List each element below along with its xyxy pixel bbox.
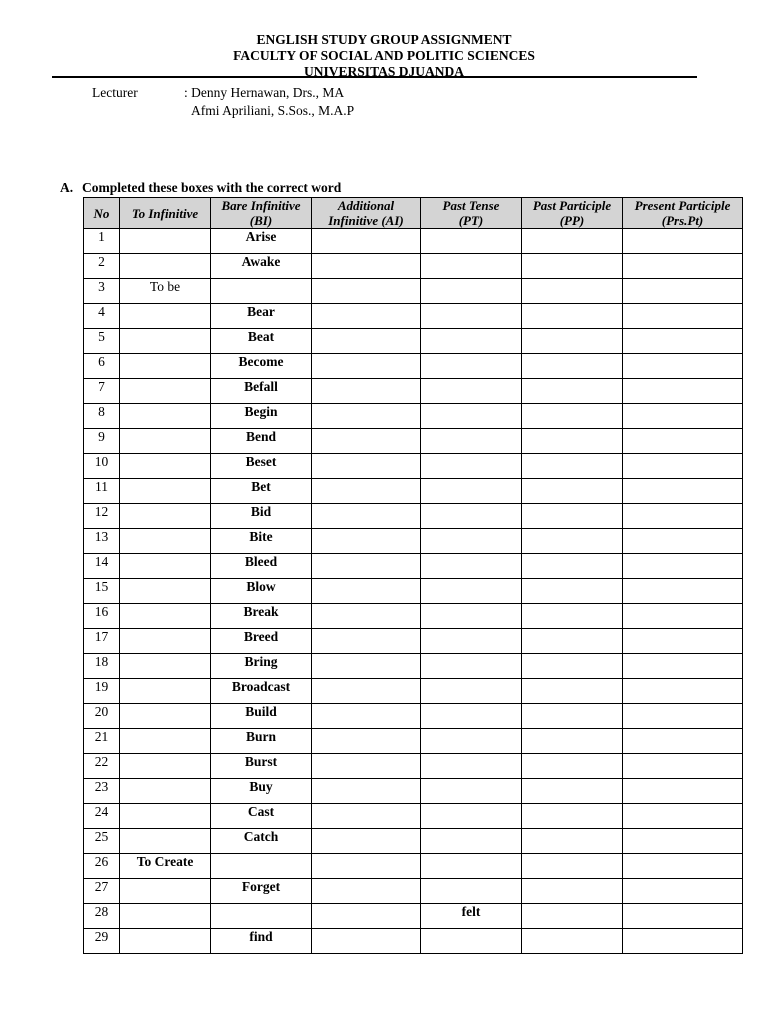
cell-past-tense[interactable] — [421, 729, 522, 754]
table-row — [84, 229, 743, 254]
cell-bare-infinitive[interactable]: Bring — [211, 654, 312, 679]
header-line-1: ENGLISH STUDY GROUP ASSIGNMENT — [256, 32, 512, 47]
cell-past-tense[interactable] — [421, 829, 522, 854]
cell-to-infinitive[interactable] — [120, 554, 211, 579]
cell-past-participle[interactable] — [522, 854, 623, 879]
cell-to-infinitive[interactable] — [120, 404, 211, 429]
row-number: 2 — [84, 254, 120, 279]
cell-additional-infinitive[interactable] — [312, 579, 421, 604]
cell-to-infinitive[interactable] — [120, 529, 211, 554]
row-number: 21 — [84, 729, 120, 754]
cell-present-participle[interactable] — [623, 679, 743, 704]
table-row — [84, 879, 743, 904]
table-row — [84, 554, 743, 579]
cell-to-infinitive[interactable] — [120, 804, 211, 829]
cell-additional-infinitive[interactable] — [312, 654, 421, 679]
cell-bare-infinitive[interactable]: Bid — [211, 504, 312, 529]
cell-additional-infinitive[interactable] — [312, 304, 421, 329]
cell-past-participle[interactable] — [522, 254, 623, 279]
cell-additional-infinitive[interactable] — [312, 854, 421, 879]
section-title: Completed these boxes with the correct word — [82, 180, 342, 195]
cell-additional-infinitive[interactable] — [312, 929, 421, 954]
cell-to-infinitive[interactable] — [120, 779, 211, 804]
col-header-additional-infinitive — [312, 198, 421, 229]
table-body — [84, 229, 743, 954]
cell-past-participle[interactable] — [522, 754, 623, 779]
table-row — [84, 704, 743, 729]
cell-additional-infinitive[interactable] — [312, 229, 421, 254]
cell-present-participle[interactable] — [623, 504, 743, 529]
col-header-abbrev: Infinitive (AI) — [328, 213, 404, 228]
cell-bare-infinitive[interactable]: Bleed — [211, 554, 312, 579]
cell-past-tense[interactable] — [421, 679, 522, 704]
cell-past-participle[interactable] — [522, 904, 623, 929]
header-line-2: FACULTY OF SOCIAL AND POLITIC SCIENCES — [233, 48, 535, 63]
row-number: 24 — [84, 804, 120, 829]
cell-past-tense[interactable] — [421, 479, 522, 504]
cell-additional-infinitive[interactable] — [312, 279, 421, 304]
cell-present-participle[interactable] — [623, 279, 743, 304]
row-number: 12 — [84, 504, 120, 529]
cell-past-tense[interactable] — [421, 304, 522, 329]
row-number: 11 — [84, 479, 120, 504]
cell-to-infinitive[interactable] — [120, 829, 211, 854]
table-row — [84, 504, 743, 529]
row-number: 4 — [84, 304, 120, 329]
table-header-row — [84, 198, 743, 229]
col-header-label: To Infinitive — [131, 205, 199, 221]
cell-past-tense[interactable] — [421, 804, 522, 829]
col-header-abbrev: (PP) — [559, 213, 585, 228]
cell-additional-infinitive[interactable] — [312, 454, 421, 479]
cell-bare-infinitive[interactable]: Befall — [211, 379, 312, 404]
cell-bare-infinitive[interactable]: Bend — [211, 429, 312, 454]
cell-present-participle[interactable] — [623, 654, 743, 679]
row-number: 26 — [84, 854, 120, 879]
cell-bare-infinitive[interactable]: Begin — [211, 404, 312, 429]
cell-past-participle[interactable] — [522, 479, 623, 504]
cell-present-participle[interactable] — [623, 404, 743, 429]
cell-additional-infinitive[interactable] — [312, 904, 421, 929]
col-header-label: Past Tense — [442, 198, 500, 213]
cell-additional-infinitive[interactable] — [312, 354, 421, 379]
row-number: 22 — [84, 754, 120, 779]
cell-bare-infinitive[interactable]: Arise — [211, 229, 312, 254]
cell-to-infinitive[interactable] — [120, 754, 211, 779]
cell-past-participle[interactable] — [522, 454, 623, 479]
lecturer-name-1: : Denny Hernawan, Drs., MA — [184, 85, 345, 100]
cell-additional-infinitive[interactable] — [312, 504, 421, 529]
cell-to-infinitive[interactable] — [120, 904, 211, 929]
cell-past-tense[interactable] — [421, 579, 522, 604]
cell-past-participle[interactable] — [522, 279, 623, 304]
section-letter: A. — [60, 180, 74, 195]
col-header-label: Additional — [337, 198, 395, 213]
table-row — [84, 804, 743, 829]
cell-past-tense[interactable] — [421, 379, 522, 404]
cell-past-tense[interactable] — [421, 529, 522, 554]
row-number: 8 — [84, 404, 120, 429]
cell-present-participle[interactable] — [623, 329, 743, 354]
cell-past-tense[interactable] — [421, 329, 522, 354]
row-number: 14 — [84, 554, 120, 579]
table-row — [84, 579, 743, 604]
cell-present-participle[interactable] — [623, 479, 743, 504]
row-number: 20 — [84, 704, 120, 729]
cell-bare-infinitive[interactable]: Break — [211, 604, 312, 629]
cell-past-participle[interactable] — [522, 304, 623, 329]
cell-to-infinitive[interactable] — [120, 579, 211, 604]
cell-present-participle[interactable] — [623, 379, 743, 404]
cell-additional-infinitive[interactable] — [312, 779, 421, 804]
cell-past-participle[interactable] — [522, 679, 623, 704]
cell-past-tense[interactable] — [421, 754, 522, 779]
cell-additional-infinitive[interactable] — [312, 254, 421, 279]
cell-past-tense[interactable] — [421, 429, 522, 454]
cell-present-participle[interactable] — [623, 729, 743, 754]
table-row — [84, 429, 743, 454]
cell-to-infinitive[interactable] — [120, 429, 211, 454]
table-row — [84, 454, 743, 479]
cell-past-tense[interactable] — [421, 404, 522, 429]
row-number: 27 — [84, 879, 120, 904]
cell-past-participle[interactable] — [522, 379, 623, 404]
row-number: 13 — [84, 529, 120, 554]
cell-past-tense[interactable] — [421, 504, 522, 529]
cell-to-infinitive[interactable] — [120, 379, 211, 404]
table-row — [84, 779, 743, 804]
cell-bare-infinitive[interactable]: Broadcast — [211, 679, 312, 704]
cell-to-infinitive[interactable] — [120, 504, 211, 529]
cell-additional-infinitive[interactable] — [312, 604, 421, 629]
row-number: 19 — [84, 679, 120, 704]
table-row — [84, 304, 743, 329]
table-row — [84, 379, 743, 404]
cell-present-participle[interactable] — [623, 604, 743, 629]
header-line-3: UNIVERSITAS DJUANDA — [304, 64, 464, 79]
col-header-label: Past Participle — [532, 198, 612, 213]
row-number: 17 — [84, 629, 120, 654]
cell-to-infinitive[interactable] — [120, 454, 211, 479]
cell-bare-infinitive[interactable]: Beset — [211, 454, 312, 479]
table-row — [84, 329, 743, 354]
cell-to-infinitive[interactable] — [120, 929, 211, 954]
row-number: 18 — [84, 654, 120, 679]
cell-past-participle[interactable] — [522, 629, 623, 654]
row-number: 23 — [84, 779, 120, 804]
cell-bare-infinitive[interactable]: Cast — [211, 804, 312, 829]
cell-additional-infinitive[interactable] — [312, 329, 421, 354]
cell-bare-infinitive[interactable]: Burn — [211, 729, 312, 754]
cell-present-participle[interactable] — [623, 554, 743, 579]
cell-to-infinitive[interactable] — [120, 354, 211, 379]
cell-past-participle[interactable] — [522, 229, 623, 254]
col-header-to-infinitive — [120, 198, 211, 229]
col-header-abbrev: (PT) — [458, 213, 484, 228]
cell-to-infinitive[interactable] — [120, 229, 211, 254]
cell-present-participle[interactable] — [623, 454, 743, 479]
cell-additional-infinitive[interactable] — [312, 679, 421, 704]
cell-past-participle[interactable] — [522, 879, 623, 904]
lecturer-label: Lecturer — [92, 85, 138, 100]
row-number: 25 — [84, 829, 120, 854]
cell-additional-infinitive[interactable] — [312, 879, 421, 904]
cell-present-participle[interactable] — [623, 354, 743, 379]
col-header-abbrev: (BI) — [249, 213, 273, 228]
cell-past-tense[interactable] — [421, 704, 522, 729]
col-header-past-participle — [522, 198, 623, 229]
cell-present-participle[interactable] — [623, 704, 743, 729]
cell-bare-infinitive[interactable]: Forget — [211, 879, 312, 904]
cell-past-participle[interactable] — [522, 779, 623, 804]
cell-bare-infinitive[interactable]: Catch — [211, 829, 312, 854]
col-header-abbrev: (Prs.Pt) — [661, 213, 704, 228]
cell-past-tense[interactable] — [421, 879, 522, 904]
table-row — [84, 254, 743, 279]
cell-bare-infinitive[interactable]: Beat — [211, 329, 312, 354]
table-row — [84, 754, 743, 779]
cell-to-infinitive[interactable] — [120, 704, 211, 729]
cell-past-tense[interactable] — [421, 354, 522, 379]
cell-additional-infinitive[interactable] — [312, 404, 421, 429]
cell-additional-infinitive[interactable] — [312, 754, 421, 779]
cell-past-tense[interactable] — [421, 929, 522, 954]
cell-bare-infinitive[interactable] — [211, 904, 312, 929]
cell-past-tense[interactable] — [421, 254, 522, 279]
cell-bare-infinitive[interactable]: Bite — [211, 529, 312, 554]
cell-past-participle[interactable] — [522, 504, 623, 529]
table-row — [84, 629, 743, 654]
cell-additional-infinitive[interactable] — [312, 729, 421, 754]
cell-past-participle[interactable] — [522, 329, 623, 354]
cell-to-infinitive[interactable]: To be — [120, 279, 211, 304]
row-number: 1 — [84, 229, 120, 254]
cell-past-participle[interactable] — [522, 654, 623, 679]
cell-additional-infinitive[interactable] — [312, 829, 421, 854]
cell-past-tense[interactable] — [421, 854, 522, 879]
row-number: 29 — [84, 929, 120, 954]
table-row — [84, 679, 743, 704]
col-header-label: Present Participle — [634, 198, 731, 213]
cell-present-participle[interactable] — [623, 529, 743, 554]
section-heading — [60, 180, 341, 196]
cell-to-infinitive[interactable] — [120, 729, 211, 754]
cell-past-tense[interactable] — [421, 229, 522, 254]
cell-present-participle[interactable] — [623, 854, 743, 879]
cell-additional-infinitive[interactable] — [312, 529, 421, 554]
cell-additional-infinitive[interactable] — [312, 479, 421, 504]
cell-present-participle[interactable] — [623, 254, 743, 279]
cell-to-infinitive[interactable] — [120, 629, 211, 654]
cell-bare-infinitive[interactable]: Blow — [211, 579, 312, 604]
cell-to-infinitive[interactable] — [120, 604, 211, 629]
cell-past-tense[interactable]: felt — [421, 904, 522, 929]
cell-past-tense[interactable] — [421, 454, 522, 479]
cell-past-tense[interactable] — [421, 779, 522, 804]
cell-present-participle[interactable] — [623, 629, 743, 654]
table-row — [84, 729, 743, 754]
cell-past-participle[interactable] — [522, 829, 623, 854]
cell-past-participle[interactable] — [522, 404, 623, 429]
row-number: 10 — [84, 454, 120, 479]
table-row — [84, 279, 743, 304]
cell-bare-infinitive[interactable]: Buy — [211, 779, 312, 804]
cell-bare-infinitive[interactable]: Bear — [211, 304, 312, 329]
cell-present-participle[interactable] — [623, 779, 743, 804]
table-row — [84, 604, 743, 629]
cell-present-participle[interactable] — [623, 429, 743, 454]
cell-additional-infinitive[interactable] — [312, 629, 421, 654]
row-number: 9 — [84, 429, 120, 454]
cell-bare-infinitive[interactable]: Build — [211, 704, 312, 729]
row-number: 28 — [84, 904, 120, 929]
col-header-bare-infinitive — [211, 198, 312, 229]
row-number: 3 — [84, 279, 120, 304]
row-number: 6 — [84, 354, 120, 379]
cell-bare-infinitive[interactable]: Awake — [211, 254, 312, 279]
cell-past-participle[interactable] — [522, 929, 623, 954]
cell-to-infinitive[interactable] — [120, 654, 211, 679]
cell-bare-infinitive[interactable] — [211, 854, 312, 879]
table-row — [84, 354, 743, 379]
col-header-label: Bare Infinitive — [221, 198, 301, 213]
verb-table — [83, 197, 743, 954]
col-header-present-participle — [623, 198, 743, 229]
row-number: 15 — [84, 579, 120, 604]
cell-past-participle[interactable] — [522, 354, 623, 379]
cell-bare-infinitive[interactable] — [211, 279, 312, 304]
col-header-past-tense — [421, 198, 522, 229]
cell-past-participle[interactable] — [522, 529, 623, 554]
cell-additional-infinitive[interactable] — [312, 379, 421, 404]
cell-present-participle[interactable] — [623, 929, 743, 954]
cell-bare-infinitive[interactable]: Become — [211, 354, 312, 379]
cell-past-participle[interactable] — [522, 579, 623, 604]
cell-additional-infinitive[interactable] — [312, 804, 421, 829]
cell-past-tense[interactable] — [421, 654, 522, 679]
cell-past-tense[interactable] — [421, 279, 522, 304]
row-number: 7 — [84, 379, 120, 404]
cell-to-infinitive[interactable] — [120, 679, 211, 704]
cell-bare-infinitive[interactable]: Bet — [211, 479, 312, 504]
cell-additional-infinitive[interactable] — [312, 554, 421, 579]
cell-past-participle[interactable] — [522, 729, 623, 754]
cell-present-participle[interactable] — [623, 229, 743, 254]
table-row — [84, 529, 743, 554]
cell-bare-infinitive[interactable]: Breed — [211, 629, 312, 654]
cell-to-infinitive[interactable] — [120, 304, 211, 329]
cell-present-participle[interactable] — [623, 804, 743, 829]
cell-present-participle[interactable] — [623, 754, 743, 779]
row-number: 16 — [84, 604, 120, 629]
cell-bare-infinitive[interactable]: find — [211, 929, 312, 954]
cell-past-tense[interactable] — [421, 554, 522, 579]
lecturer-name-2: Afmi Apriliani, S.Sos., M.A.P — [191, 103, 355, 118]
col-header-no — [84, 198, 120, 229]
col-header-label: No — [93, 205, 110, 221]
cell-past-participle[interactable] — [522, 554, 623, 579]
cell-to-infinitive[interactable] — [120, 329, 211, 354]
table-row — [84, 904, 743, 929]
cell-to-infinitive[interactable] — [120, 254, 211, 279]
row-number: 5 — [84, 329, 120, 354]
cell-past-participle[interactable] — [522, 704, 623, 729]
cell-additional-infinitive[interactable] — [312, 704, 421, 729]
table-row — [84, 404, 743, 429]
table-row — [84, 654, 743, 679]
cell-to-infinitive[interactable]: To Create — [120, 854, 211, 879]
cell-present-participle[interactable] — [623, 829, 743, 854]
cell-to-infinitive[interactable] — [120, 479, 211, 504]
cell-to-infinitive[interactable] — [120, 879, 211, 904]
cell-present-participle[interactable] — [623, 304, 743, 329]
cell-bare-infinitive[interactable]: Burst — [211, 754, 312, 779]
table-row — [84, 929, 743, 954]
cell-past-tense[interactable] — [421, 629, 522, 654]
table-row — [84, 829, 743, 854]
table-row — [84, 854, 743, 879]
cell-past-participle[interactable] — [522, 604, 623, 629]
header-divider — [52, 76, 697, 78]
cell-present-participle[interactable] — [623, 879, 743, 904]
cell-past-participle[interactable] — [522, 804, 623, 829]
cell-present-participle[interactable] — [623, 579, 743, 604]
cell-past-tense[interactable] — [421, 604, 522, 629]
table-row — [84, 479, 743, 504]
cell-past-participle[interactable] — [522, 429, 623, 454]
cell-additional-infinitive[interactable] — [312, 429, 421, 454]
cell-present-participle[interactable] — [623, 904, 743, 929]
